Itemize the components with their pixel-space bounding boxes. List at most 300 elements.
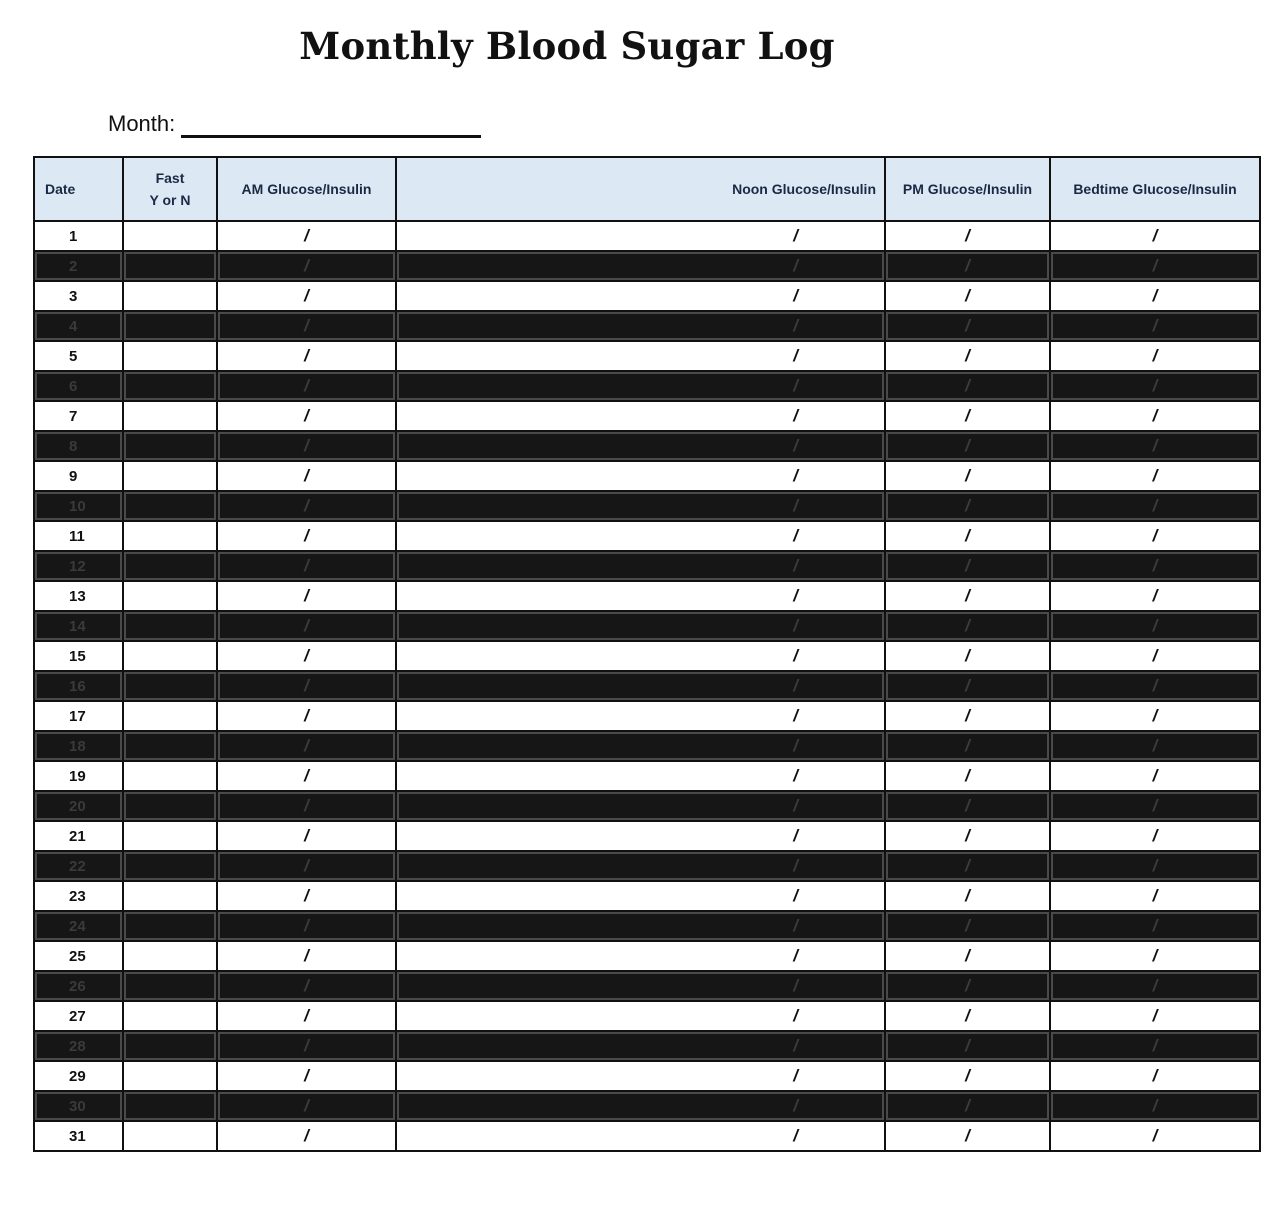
pm-glucose-cell[interactable]	[885, 881, 1050, 911]
date-cell: 8	[34, 431, 123, 461]
fast-cell[interactable]	[123, 341, 217, 371]
table-row	[34, 821, 1260, 851]
noon-glucose-cell[interactable]	[396, 521, 885, 551]
separator-slash: /	[304, 1066, 309, 1085]
am-glucose-cell[interactable]	[217, 941, 396, 971]
fast-cell[interactable]	[123, 641, 217, 671]
date-cell: 20	[34, 791, 123, 821]
separator-slash: /	[793, 376, 798, 395]
table-row	[34, 311, 1260, 341]
date-cell: 30	[34, 1091, 123, 1121]
am-glucose-cell[interactable]	[217, 881, 396, 911]
bedtime-glucose-cell[interactable]	[1050, 521, 1260, 551]
separator-slash: /	[965, 436, 970, 455]
bedtime-glucose-cell[interactable]	[1050, 731, 1260, 761]
separator-slash: /	[1152, 496, 1158, 515]
bedtime-glucose-cell[interactable]	[1050, 881, 1260, 911]
separator-slash: /	[793, 256, 798, 275]
fast-cell[interactable]	[123, 731, 217, 761]
bedtime-glucose-cell[interactable]	[1050, 851, 1260, 881]
fast-cell[interactable]	[123, 1061, 217, 1091]
separator-slash: /	[304, 946, 309, 965]
am-glucose-cell[interactable]	[217, 671, 396, 701]
bedtime-glucose-cell[interactable]	[1050, 1091, 1260, 1121]
noon-glucose-cell[interactable]	[396, 251, 885, 281]
fast-header-line2: Y or N	[149, 192, 191, 208]
pm-glucose-cell[interactable]	[885, 611, 1050, 641]
table-row	[34, 911, 1260, 941]
am-glucose-cell[interactable]	[217, 371, 396, 401]
am-glucose-cell[interactable]	[217, 821, 396, 851]
separator-slash: /	[304, 886, 309, 905]
separator-slash: /	[965, 706, 970, 725]
table-row	[34, 281, 1260, 311]
separator-slash: /	[793, 1036, 798, 1055]
am-glucose-cell[interactable]	[217, 401, 396, 431]
pm-glucose-cell[interactable]	[885, 521, 1050, 551]
pm-glucose-cell[interactable]	[885, 761, 1050, 791]
fast-cell[interactable]	[123, 1001, 217, 1031]
am-glucose-cell[interactable]	[217, 1121, 396, 1151]
bedtime-glucose-header: Bedtime Glucose/Insulin	[1050, 157, 1260, 221]
pm-glucose-cell[interactable]	[885, 461, 1050, 491]
table-row	[34, 1121, 1260, 1151]
pm-glucose-cell[interactable]	[885, 1001, 1050, 1031]
separator-slash: /	[1152, 1006, 1158, 1025]
date-cell: 26	[34, 971, 123, 1001]
am-glucose-cell[interactable]	[217, 491, 396, 521]
fast-cell[interactable]	[123, 671, 217, 701]
pm-glucose-header: PM Glucose/Insulin	[885, 157, 1050, 221]
fast-cell[interactable]	[123, 581, 217, 611]
am-glucose-cell[interactable]	[217, 551, 396, 581]
separator-slash: /	[793, 1096, 798, 1115]
date-cell: 14	[34, 611, 123, 641]
am-glucose-cell[interactable]	[217, 281, 396, 311]
fast-cell[interactable]	[123, 281, 217, 311]
date-cell: 27	[34, 1001, 123, 1031]
separator-slash: /	[1152, 706, 1158, 725]
separator-slash: /	[965, 1036, 970, 1055]
separator-slash: /	[965, 1006, 970, 1025]
fast-cell[interactable]	[123, 311, 217, 341]
table-row	[34, 791, 1260, 821]
am-glucose-cell[interactable]	[217, 311, 396, 341]
am-glucose-cell[interactable]	[217, 251, 396, 281]
noon-glucose-cell[interactable]	[396, 491, 885, 521]
am-glucose-cell[interactable]	[217, 341, 396, 371]
bedtime-glucose-cell[interactable]	[1050, 671, 1260, 701]
separator-slash: /	[304, 736, 309, 755]
bedtime-glucose-cell[interactable]	[1050, 551, 1260, 581]
separator-slash: /	[1152, 1096, 1158, 1115]
date-cell: 28	[34, 1031, 123, 1061]
date-cell: 2	[34, 251, 123, 281]
bedtime-glucose-cell[interactable]	[1050, 371, 1260, 401]
bedtime-glucose-cell[interactable]	[1050, 311, 1260, 341]
table-row	[34, 371, 1260, 401]
table-row	[34, 701, 1260, 731]
separator-slash: /	[793, 796, 798, 815]
separator-slash: /	[1152, 316, 1158, 335]
separator-slash: /	[1152, 916, 1158, 935]
am-glucose-cell[interactable]	[217, 461, 396, 491]
date-cell: 13	[34, 581, 123, 611]
separator-slash: /	[793, 976, 798, 995]
fast-cell[interactable]	[123, 1121, 217, 1151]
separator-slash: /	[1152, 256, 1158, 275]
bedtime-glucose-cell[interactable]	[1050, 281, 1260, 311]
separator-slash: /	[1152, 976, 1158, 995]
fast-cell[interactable]	[123, 1091, 217, 1121]
pm-glucose-cell[interactable]	[885, 1061, 1050, 1091]
blood-sugar-log-table	[33, 156, 1261, 1152]
pm-glucose-cell[interactable]	[885, 551, 1050, 581]
bedtime-glucose-cell[interactable]	[1050, 791, 1260, 821]
separator-slash: /	[1152, 886, 1158, 905]
date-cell: 24	[34, 911, 123, 941]
pm-glucose-cell[interactable]	[885, 311, 1050, 341]
separator-slash: /	[793, 466, 798, 485]
fast-cell[interactable]	[123, 251, 217, 281]
separator-slash: /	[1152, 826, 1158, 845]
noon-glucose-cell[interactable]	[396, 311, 885, 341]
separator-slash: /	[304, 466, 309, 485]
bedtime-glucose-cell[interactable]	[1050, 461, 1260, 491]
pm-glucose-cell[interactable]	[885, 821, 1050, 851]
header-row	[34, 157, 1260, 221]
separator-slash: /	[304, 556, 309, 575]
noon-glucose-cell[interactable]	[396, 941, 885, 971]
separator-slash: /	[1152, 646, 1158, 665]
fast-cell[interactable]	[123, 401, 217, 431]
fast-cell[interactable]	[123, 971, 217, 1001]
separator-slash: /	[793, 946, 798, 965]
pm-glucose-cell[interactable]	[885, 581, 1050, 611]
separator-slash: /	[304, 976, 309, 995]
am-glucose-cell[interactable]	[217, 521, 396, 551]
month-row	[108, 108, 481, 138]
separator-slash: /	[965, 916, 970, 935]
table-row	[34, 491, 1260, 521]
fast-cell[interactable]	[123, 911, 217, 941]
bedtime-glucose-cell[interactable]	[1050, 911, 1260, 941]
am-glucose-cell[interactable]	[217, 761, 396, 791]
table-row	[34, 401, 1260, 431]
am-glucose-cell[interactable]	[217, 1091, 396, 1121]
table-row	[34, 1091, 1260, 1121]
separator-slash: /	[1152, 436, 1158, 455]
fast-cell[interactable]	[123, 821, 217, 851]
bedtime-glucose-cell[interactable]	[1050, 761, 1260, 791]
separator-slash: /	[304, 496, 309, 515]
am-glucose-header: AM Glucose/Insulin	[217, 157, 396, 221]
fast-header	[123, 157, 217, 221]
bedtime-glucose-cell[interactable]	[1050, 491, 1260, 521]
fast-cell[interactable]	[123, 1031, 217, 1061]
separator-slash: /	[793, 886, 798, 905]
bedtime-glucose-cell[interactable]	[1050, 1031, 1260, 1061]
noon-glucose-cell[interactable]	[396, 1031, 885, 1061]
table-row	[34, 581, 1260, 611]
pm-glucose-cell[interactable]	[885, 431, 1050, 461]
bedtime-glucose-cell[interactable]	[1050, 1121, 1260, 1151]
pm-glucose-cell[interactable]	[885, 731, 1050, 761]
am-glucose-cell[interactable]	[217, 1061, 396, 1091]
date-cell: 21	[34, 821, 123, 851]
am-glucose-cell[interactable]	[217, 641, 396, 671]
separator-slash: /	[1152, 1036, 1158, 1055]
separator-slash: /	[793, 286, 798, 305]
separator-slash: /	[793, 706, 798, 725]
noon-glucose-cell[interactable]	[396, 611, 885, 641]
separator-slash: /	[965, 316, 970, 335]
noon-glucose-cell[interactable]	[396, 581, 885, 611]
am-glucose-cell[interactable]	[217, 611, 396, 641]
separator-slash: /	[965, 826, 970, 845]
separator-slash: /	[304, 256, 309, 275]
bedtime-glucose-cell[interactable]	[1050, 341, 1260, 371]
separator-slash: /	[304, 1096, 309, 1115]
separator-slash: /	[793, 1006, 798, 1025]
separator-slash: /	[1152, 586, 1158, 605]
separator-slash: /	[965, 1066, 970, 1085]
separator-slash: /	[965, 616, 970, 635]
noon-glucose-cell[interactable]	[396, 341, 885, 371]
separator-slash: /	[304, 436, 309, 455]
separator-slash: /	[304, 796, 309, 815]
bedtime-glucose-cell[interactable]	[1050, 1001, 1260, 1031]
am-glucose-cell[interactable]	[217, 221, 396, 251]
date-cell: 29	[34, 1061, 123, 1091]
noon-glucose-cell[interactable]	[396, 551, 885, 581]
separator-slash: /	[965, 1126, 970, 1145]
am-glucose-cell[interactable]	[217, 971, 396, 1001]
am-glucose-cell[interactable]	[217, 1001, 396, 1031]
am-glucose-cell[interactable]	[217, 581, 396, 611]
pm-glucose-cell[interactable]	[885, 851, 1050, 881]
separator-slash: /	[1152, 736, 1158, 755]
pm-glucose-cell[interactable]	[885, 701, 1050, 731]
noon-glucose-cell[interactable]	[396, 821, 885, 851]
pm-glucose-cell[interactable]	[885, 221, 1050, 251]
fast-cell[interactable]	[123, 881, 217, 911]
separator-slash: /	[965, 886, 970, 905]
am-glucose-cell[interactable]	[217, 731, 396, 761]
date-cell: 22	[34, 851, 123, 881]
fast-cell[interactable]	[123, 611, 217, 641]
separator-slash: /	[793, 736, 798, 755]
separator-slash: /	[304, 1126, 309, 1145]
separator-slash: /	[965, 796, 970, 815]
noon-glucose-cell[interactable]	[396, 641, 885, 671]
noon-glucose-cell[interactable]	[396, 791, 885, 821]
table-row	[34, 521, 1260, 551]
separator-slash: /	[304, 856, 309, 875]
bedtime-glucose-cell[interactable]	[1050, 971, 1260, 1001]
separator-slash: /	[304, 376, 309, 395]
bedtime-glucose-cell[interactable]	[1050, 641, 1260, 671]
bedtime-glucose-cell[interactable]	[1050, 611, 1260, 641]
noon-glucose-cell[interactable]	[396, 371, 885, 401]
noon-glucose-cell[interactable]	[396, 1001, 885, 1031]
separator-slash: /	[304, 676, 309, 695]
pm-glucose-cell[interactable]	[885, 941, 1050, 971]
pm-glucose-cell[interactable]	[885, 911, 1050, 941]
noon-glucose-cell[interactable]	[396, 431, 885, 461]
separator-slash: /	[793, 406, 798, 425]
separator-slash: /	[304, 646, 309, 665]
noon-glucose-cell[interactable]	[396, 1091, 885, 1121]
fast-cell[interactable]	[123, 491, 217, 521]
separator-slash: /	[965, 406, 970, 425]
bedtime-glucose-cell[interactable]	[1050, 941, 1260, 971]
page-title: Monthly Blood Sugar Log	[299, 24, 835, 68]
fast-cell[interactable]	[123, 761, 217, 791]
bedtime-glucose-cell[interactable]	[1050, 221, 1260, 251]
date-cell: 16	[34, 671, 123, 701]
separator-slash: /	[304, 286, 309, 305]
noon-glucose-cell[interactable]	[396, 971, 885, 1001]
pm-glucose-cell[interactable]	[885, 341, 1050, 371]
bedtime-glucose-cell[interactable]	[1050, 581, 1260, 611]
date-cell: 6	[34, 371, 123, 401]
pm-glucose-cell[interactable]	[885, 281, 1050, 311]
date-cell: 15	[34, 641, 123, 671]
month-input-line[interactable]	[181, 111, 481, 138]
separator-slash: /	[965, 346, 970, 365]
pm-glucose-cell[interactable]	[885, 1091, 1050, 1121]
noon-glucose-header: Noon Glucose/Insulin	[396, 157, 885, 221]
noon-glucose-cell[interactable]	[396, 461, 885, 491]
fast-cell[interactable]	[123, 371, 217, 401]
pm-glucose-cell[interactable]	[885, 671, 1050, 701]
separator-slash: /	[304, 406, 309, 425]
fast-cell[interactable]	[123, 521, 217, 551]
table-row	[34, 1061, 1260, 1091]
noon-glucose-cell[interactable]	[396, 911, 885, 941]
am-glucose-cell[interactable]	[217, 1031, 396, 1061]
bedtime-glucose-cell[interactable]	[1050, 701, 1260, 731]
separator-slash: /	[965, 976, 970, 995]
separator-slash: /	[304, 1036, 309, 1055]
separator-slash: /	[304, 526, 309, 545]
bedtime-glucose-cell[interactable]	[1050, 431, 1260, 461]
separator-slash: /	[965, 736, 970, 755]
fast-cell[interactable]	[123, 791, 217, 821]
noon-glucose-cell[interactable]	[396, 731, 885, 761]
date-cell: 19	[34, 761, 123, 791]
noon-glucose-cell[interactable]	[396, 221, 885, 251]
date-cell: 11	[34, 521, 123, 551]
pm-glucose-cell[interactable]	[885, 251, 1050, 281]
noon-glucose-cell[interactable]	[396, 851, 885, 881]
separator-slash: /	[793, 916, 798, 935]
noon-glucose-cell[interactable]	[396, 671, 885, 701]
separator-slash: /	[965, 646, 970, 665]
table-row	[34, 341, 1260, 371]
noon-glucose-cell[interactable]	[396, 701, 885, 731]
noon-glucose-cell[interactable]	[396, 761, 885, 791]
separator-slash: /	[1152, 946, 1158, 965]
table-row	[34, 431, 1260, 461]
separator-slash: /	[304, 916, 309, 935]
separator-slash: /	[793, 556, 798, 575]
noon-glucose-cell[interactable]	[396, 401, 885, 431]
am-glucose-cell[interactable]	[217, 911, 396, 941]
pm-glucose-cell[interactable]	[885, 491, 1050, 521]
separator-slash: /	[304, 1006, 309, 1025]
separator-slash: /	[304, 316, 309, 335]
table-row	[34, 641, 1260, 671]
bedtime-glucose-cell[interactable]	[1050, 821, 1260, 851]
separator-slash: /	[793, 676, 798, 695]
separator-slash: /	[1152, 526, 1158, 545]
separator-slash: /	[793, 826, 798, 845]
pm-glucose-cell[interactable]	[885, 1121, 1050, 1151]
am-glucose-cell[interactable]	[217, 701, 396, 731]
fast-cell[interactable]	[123, 851, 217, 881]
date-cell: 10	[34, 491, 123, 521]
bedtime-glucose-cell[interactable]	[1050, 1061, 1260, 1091]
table-row	[34, 611, 1260, 641]
separator-slash: /	[793, 856, 798, 875]
separator-slash: /	[965, 946, 970, 965]
pm-glucose-cell[interactable]	[885, 641, 1050, 671]
table-row	[34, 671, 1260, 701]
fast-cell[interactable]	[123, 461, 217, 491]
separator-slash: /	[1152, 346, 1158, 365]
separator-slash: /	[1152, 286, 1158, 305]
date-cell: 9	[34, 461, 123, 491]
table-row	[34, 971, 1260, 1001]
fast-cell[interactable]	[123, 701, 217, 731]
table-row	[34, 1031, 1260, 1061]
am-glucose-cell[interactable]	[217, 431, 396, 461]
noon-glucose-cell[interactable]	[396, 281, 885, 311]
separator-slash: /	[304, 346, 309, 365]
bedtime-glucose-cell[interactable]	[1050, 251, 1260, 281]
pm-glucose-cell[interactable]	[885, 371, 1050, 401]
bedtime-glucose-cell[interactable]	[1050, 401, 1260, 431]
table-row	[34, 731, 1260, 761]
date-cell: 5	[34, 341, 123, 371]
separator-slash: /	[793, 646, 798, 665]
separator-slash: /	[965, 556, 970, 575]
separator-slash: /	[1152, 556, 1158, 575]
noon-glucose-cell[interactable]	[396, 1121, 885, 1151]
am-glucose-cell[interactable]	[217, 851, 396, 881]
pm-glucose-cell[interactable]	[885, 401, 1050, 431]
am-glucose-cell[interactable]	[217, 791, 396, 821]
noon-glucose-cell[interactable]	[396, 1061, 885, 1091]
separator-slash: /	[1152, 796, 1158, 815]
separator-slash: /	[304, 826, 309, 845]
date-cell: 25	[34, 941, 123, 971]
pm-glucose-cell[interactable]	[885, 971, 1050, 1001]
fast-cell[interactable]	[123, 551, 217, 581]
fast-cell[interactable]	[123, 221, 217, 251]
fast-cell[interactable]	[123, 431, 217, 461]
table-row	[34, 851, 1260, 881]
table-row	[34, 761, 1260, 791]
pm-glucose-cell[interactable]	[885, 1031, 1050, 1061]
separator-slash: /	[304, 586, 309, 605]
pm-glucose-cell[interactable]	[885, 791, 1050, 821]
date-cell: 12	[34, 551, 123, 581]
fast-cell[interactable]	[123, 941, 217, 971]
noon-glucose-cell[interactable]	[396, 881, 885, 911]
